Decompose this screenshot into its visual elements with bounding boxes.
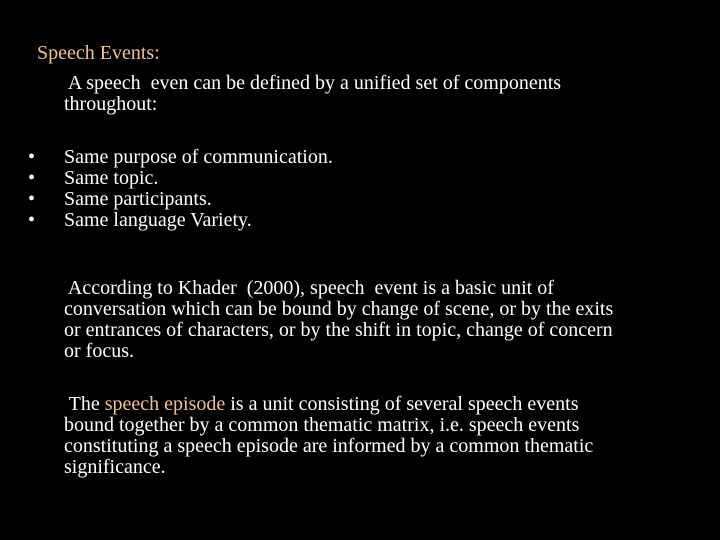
slide-heading: Speech Events: [37, 42, 160, 64]
intro-line: throughout: [64, 93, 158, 115]
paragraph-line: According to Khader (2000), speech event is a basic unit of [64, 277, 554, 299]
paragraph-line: significance. [64, 456, 166, 478]
paragraph-suffix: is a unit consisting of several speech events [225, 393, 579, 415]
bullet-dot-icon: • [28, 167, 36, 189]
paragraph-line: or focus. [64, 340, 134, 362]
khader-paragraph [64, 278, 674, 362]
speech-episode-paragraph [64, 394, 674, 478]
bullet-item [28, 168, 333, 189]
bullet-list [28, 147, 333, 231]
bullet-text: Same purpose of communication. [64, 146, 333, 168]
paragraph-prefix: The [64, 393, 105, 415]
bullet-dot-icon: • [28, 209, 36, 231]
paragraph-line: conversation which can be bound by change of scene, or by the exits [64, 298, 614, 320]
bullet-text: Same language Variety. [64, 209, 252, 231]
intro-text [64, 73, 664, 115]
bullet-item [28, 210, 333, 231]
paragraph-line: or entrances of characters, or by the shift in topic, change of concern [64, 319, 613, 341]
paragraph-line: bound together by a common thematic matrix, i.e. speech events [64, 414, 580, 436]
bullet-text: Same participants. [64, 188, 212, 210]
bullet-dot-icon: • [28, 146, 36, 168]
speech-episode-highlight: speech episode [104, 393, 226, 415]
paragraph-line: constituting a speech episode are informed by a common thematic [64, 435, 594, 457]
bullet-text: Same topic. [64, 167, 159, 189]
paragraph-line [64, 394, 674, 415]
bullet-item [28, 147, 333, 168]
bullet-dot-icon: • [28, 188, 36, 210]
bullet-item [28, 189, 333, 210]
intro-line: A speech even can be defined by a unified set of components [64, 72, 562, 94]
